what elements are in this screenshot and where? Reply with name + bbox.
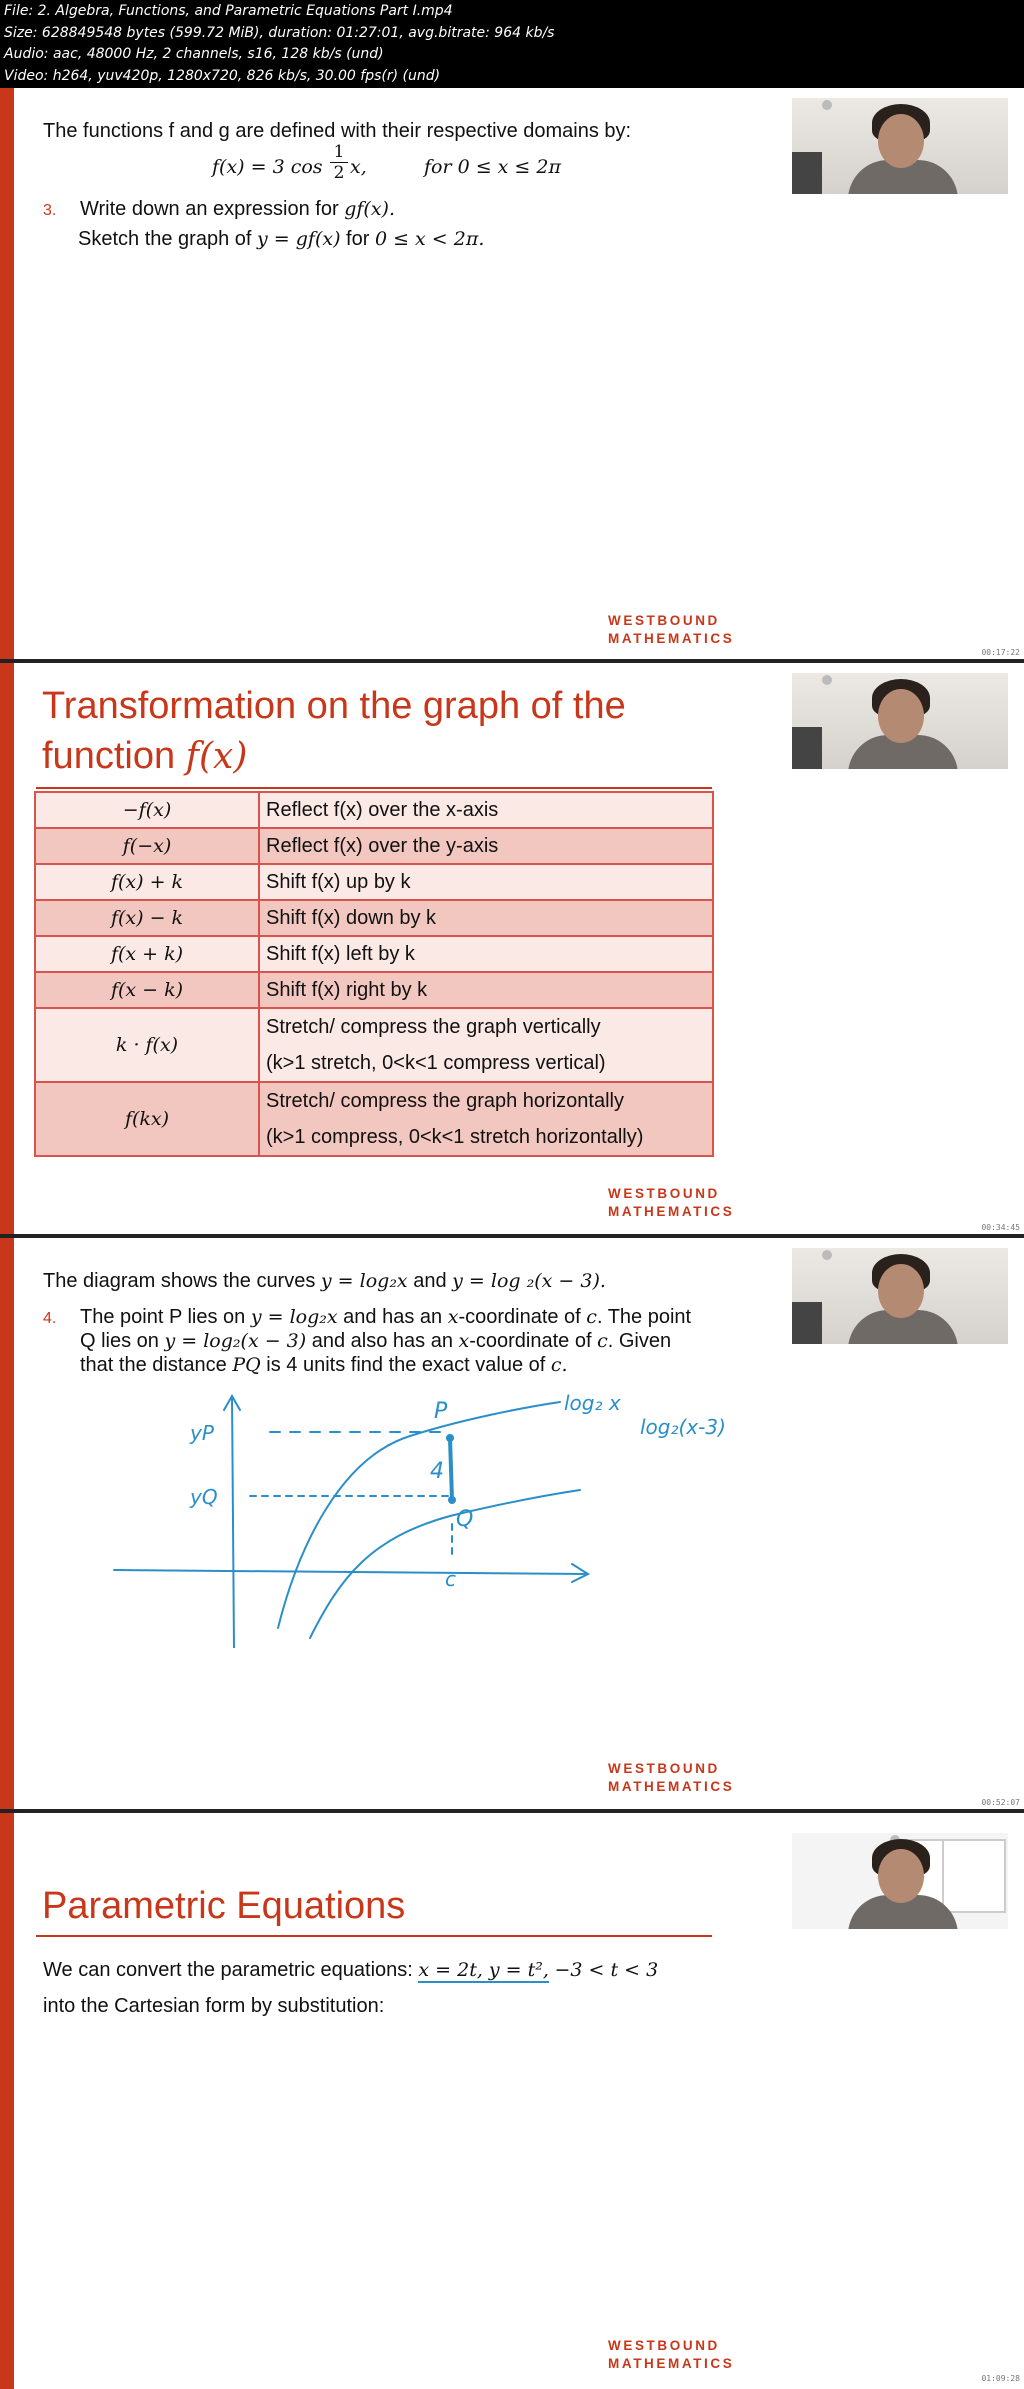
brand-logo: WESTBOUND MATHEMATICS: [608, 1186, 735, 1219]
point-q: [448, 1496, 456, 1504]
table-row: f(x − k) Shift f(x) right by k: [35, 972, 713, 1008]
point-p: [446, 1434, 454, 1442]
slide-accent-bar: [0, 1238, 14, 1813]
curve-log2x: [278, 1402, 560, 1628]
title-underline: [36, 1935, 712, 1937]
slide-transformations: [0, 663, 1024, 1238]
segment-pq: [450, 1438, 452, 1500]
label-p: P: [434, 1399, 448, 1424]
q2-text-b: for: [346, 228, 370, 250]
fraction-denominator: 2: [333, 163, 345, 183]
title-underline: [36, 787, 712, 789]
webcam-presenter: [792, 98, 1008, 194]
q2-math: y = gf(x): [257, 228, 341, 250]
timestamp: 01:09:28: [981, 2374, 1020, 2383]
webcam-presenter: [792, 1248, 1008, 1344]
question-number: 4.: [43, 1310, 57, 1327]
file-info-header: [0, 0, 1024, 88]
label-c: c: [445, 1567, 456, 1591]
q1-text: Write down an expression for: [80, 198, 339, 220]
handwritten-sketch: [100, 1388, 760, 1648]
slide-functions-question: [0, 88, 1024, 663]
slide-accent-bar: [0, 1813, 14, 2389]
slide4-line-2: into the Cartesian form by substitution:: [43, 1995, 385, 2017]
fraction-numerator: 1: [333, 142, 345, 162]
slide3-intro: The diagram shows the curves y = log₂x and y = log ₂(x − 3).: [43, 1270, 606, 1292]
timestamp: 00:52:07: [981, 1798, 1020, 1807]
slide4-title: Parametric Equations: [42, 1885, 406, 1927]
question-line-3: that the distance PQ is 4 units find the exact value of c.: [80, 1354, 568, 1376]
question-number: 3.: [43, 202, 57, 219]
slide1-formula-lhs: f(x) = 3 cos: [212, 156, 323, 178]
table-row: f(x) − k Shift f(x) down by k: [35, 900, 713, 936]
timestamp: 00:17:22: [981, 648, 1020, 657]
question-line-2: Q lies on y = log₂(x − 3) and also has an x-coordinate of c. Given: [80, 1330, 672, 1352]
file-name: File: 2. Algebra, Functions, and Parametric Equations Part I.mp4: [4, 3, 453, 19]
q2-text-a: Sketch the graph of: [78, 228, 252, 250]
brand-logo: WESTBOUND MATHEMATICS: [608, 613, 735, 646]
slide-accent-bar: [0, 663, 14, 1238]
slide-accent-bar: [0, 88, 14, 663]
slide-log-curves: [0, 1238, 1024, 1813]
label-curve1: log₂ x: [564, 1391, 621, 1415]
webcam-presenter: [792, 1833, 1008, 1929]
table-row: f(x) + k Shift f(x) up by k: [35, 864, 713, 900]
brand-logo: WESTBOUND MATHEMATICS: [608, 2338, 735, 2371]
label-q: Q: [456, 1507, 474, 1532]
table-row: f(kx) Stretch/ compress the graph horizontally (k>1 compress, 0<k<1 stretch horizontally): [35, 1082, 713, 1156]
question-line-1: The point P lies on y = log₂x and has an x-coordinate of c. The point: [80, 1306, 692, 1328]
y-axis: [224, 1396, 240, 1648]
brand-logo: WESTBOUND MATHEMATICS: [608, 1761, 735, 1794]
timestamp: 00:34:45: [981, 1223, 1020, 1232]
slide2-title-line1: Transformation on the graph of the: [42, 685, 626, 727]
table-row: f(−x) Reflect f(x) over the y-axis: [35, 828, 713, 864]
audio-info: Audio: aac, 48000 Hz, 2 channels, s16, 128 kb/s (und): [4, 46, 384, 62]
slide1-fraction: [330, 142, 348, 183]
label-yq: yQ: [190, 1485, 218, 1509]
table-row: −f(x) Reflect f(x) over the x-axis: [35, 792, 713, 828]
video-info: Video: h264, yuv420p, 1280x720, 826 kb/s, 30.00 fps(r) (und): [4, 67, 441, 84]
transformation-table: [34, 791, 714, 1157]
label-4: 4: [430, 1459, 444, 1484]
label-yp: yP: [190, 1421, 214, 1445]
slide-parametric: [0, 1813, 1024, 2389]
question-line-2: [78, 226, 484, 252]
slide1-formula-rhs: x,: [350, 156, 367, 178]
table-row: f(x + k) Shift f(x) left by k: [35, 936, 713, 972]
file-size: Size: 628849548 bytes (599.72 MiB), duration: 01:27:01, avg.bitrate: 964 kb/s: [4, 24, 555, 41]
q2-math-2: 0 ≤ x < 2π.: [374, 228, 485, 250]
slide2-title-line2: function f(x): [42, 735, 248, 777]
slide1-domain: for 0 ≤ x ≤ 2π: [424, 156, 561, 178]
slide4-line-1: We can convert the parametric equations: x = 2t, y = t², −3 < t < 3: [43, 1959, 659, 1981]
curve-log2x-minus-3: [310, 1490, 580, 1638]
slide1-intro: The functions f and g are defined with their respective domains by:: [43, 120, 632, 142]
label-curve2: log₂(x-3): [640, 1415, 726, 1439]
table-row: k · f(x) Stretch/ compress the graph vertically (k>1 stretch, 0<k<1 compress vertical): [35, 1008, 713, 1082]
question-line-1: [80, 196, 395, 222]
webcam-presenter: [792, 673, 1008, 769]
q1-math: gf(x).: [344, 198, 395, 220]
